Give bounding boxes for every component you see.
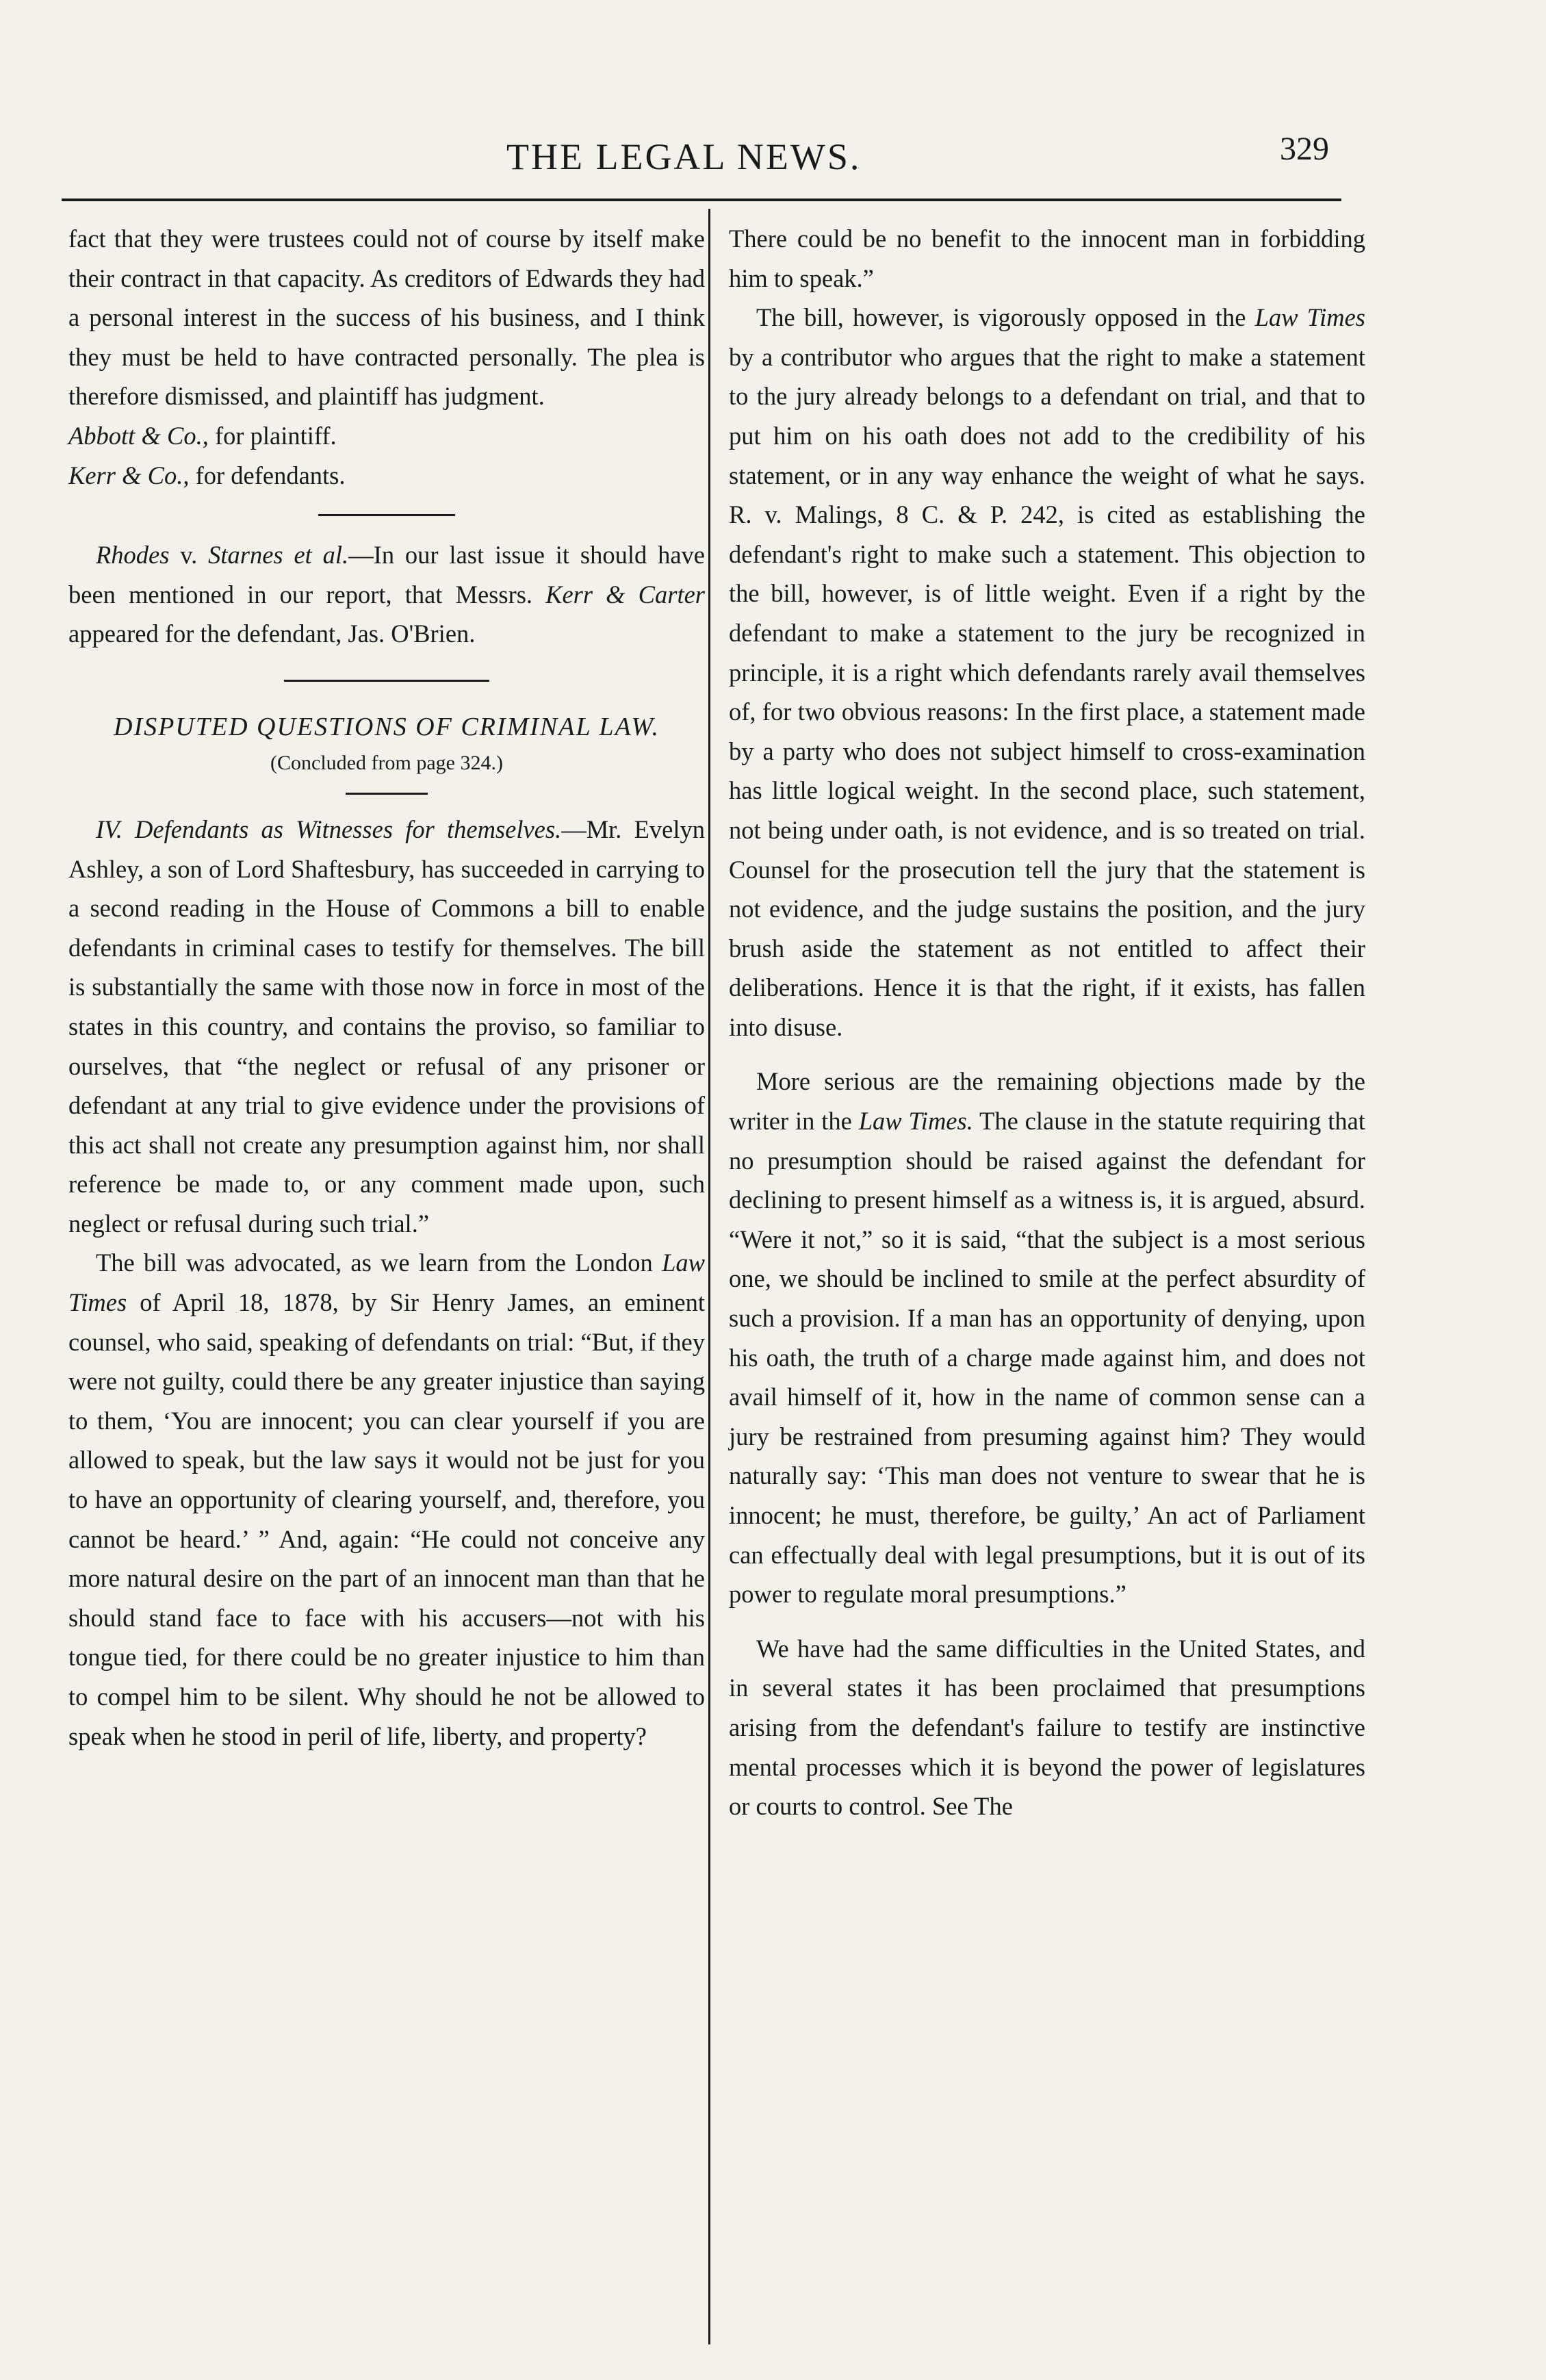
bill-publication: Law Times [68,1249,705,1317]
note-text-1: —In our last issue it should have been mentioned in our report, that Messrs. [68,541,705,609]
counsel-plaintiff-name: Abbott & Co., [68,421,209,450]
paragraph-gap [729,1047,1365,1062]
bill-advocacy-paragraph [68,1243,705,1756]
opposition-text-2: by a contributor who argues that the right to make a statement to the jury already belongs to a defendant on trial, and that to put him on his oath does not add to the credibility of his statement, or in any way enhance the weight of what he says. R. v. Malings, 8 C. & P. 242, is cited as establishing the defendant's right to make such a statement. This objection to the bill, however, is of little weight. Even if a right by the defendant to make a statement to the jury be recognized in principle, it is a right which defendants rarely avail themselves of, for two obvious reasons: In the first place, a statement made by a party who does not subject himself to cross-examination has little logical weight. In the second place, such statement, not being under oath, is not evidence, and is so treated on trial. Counsel for the prosecution tell the jury that the statement is not evidence, and the judge sustains the position, and the jury brush aside the statement as not entitled to affect their deliberations. Hence it is that the right, if it exists, has fallen into disuse. [729,342,1365,1041]
counsel-defendant-name: Kerr & Co., [68,461,190,489]
left-column [68,219,705,1756]
section-iv-heading: IV. Defendants as Witnesses for themselves. [96,815,562,843]
right-column [729,219,1365,1826]
counsel-plaintiff [68,416,705,456]
section-divider [284,680,489,682]
concluded-prefix: (Concluded from page [270,751,461,774]
note-case-name: Rhodes [96,541,170,570]
objections-text-2: The clause in the statute requiring that no presumption should be raised against the defendant for declining to present himself as a witness is, it is argued, absurd. “Were it not,” so it is said, “that the subject is a most serious one, we should be inclined to smile at the perfect absurdity of such a provision. If a man has an opportunity of denying, upon his oath, the truth of a charge made against him, and does not avail himself of it, how in the name of common sense can a jury be restrained from presuming against him? They would naturally say: ‘This man does not venture to swear that he is innocent; he must, therefore, be guilty,’ An act of Parliament can effectually deal with legal presumptions, but it is out of its power to regulate moral presumptions.” [729,1107,1365,1609]
header-rule [62,199,1341,201]
counsel-defendant-role: for defendants. [189,461,346,489]
counsel-defendant [68,456,705,496]
section-iv-paragraph [68,810,705,1244]
objections-paragraph [729,1062,1365,1613]
section-title: DISPUTED QUESTIONS OF CRIMINAL LAW. [114,712,660,741]
bill-text-2: of April 18, 1878, by Sir Henry James, an eminent counsel, who said, speaking of defendants on trial: “But, if they were not guilty, could there be any greater injustice than saying to them, ‘You are innocent; you can clear yourself if you are allowed to speak, but the law says it would not be just for you to have an opportunity of clearing yourself, and, therefore, you cannot be heard.’ ” And, again: “He could not conceive any more natural desire on the part of an innocent man than that he should stand face to face with his accusers—not with his tongue tied, for there could be no greater injustice to him than to compel him to be silent. Why should he not be allowed to speak when he stood in peril of life, liberty, and property? [68,1288,705,1750]
subsection-divider [346,793,428,795]
objections-publication: Law Times. [858,1107,973,1136]
page-header [0,130,1546,185]
concluded-note [68,746,705,780]
opposition-text-1: The bill, however, is vigorously opposed in the [756,303,1255,332]
paragraph-gap-2 [729,1614,1365,1629]
opposition-paragraph [729,298,1365,1047]
note-firm: Kerr & Carter [545,580,705,609]
column-divider [708,209,710,2344]
us-difficulties-paragraph: We have had the same difficulties in the United States, and in several states it has been proclaimed that presumptions arising from the defendant's failure to testify are instinctive mental processes which it is beyond the power of legislatures or courts to control. See The [729,1634,1365,1821]
concluded-page: 324.) [460,751,503,774]
opposition-publication: Law Times [1254,303,1366,332]
correction-note [68,535,705,654]
note-v: v. [169,541,209,570]
bill-text-1: The bill was advocated, as we learn from the London [96,1249,662,1277]
objections-text-1: More serious are the remaining objections made by the writer in the [729,1067,1365,1136]
note-text-2: appeared for the defendant, Jas. O'Brien. [68,619,476,648]
running-title: THE LEGAL NEWS. [506,136,862,177]
counsel-plaintiff-role: for plaintiff. [208,421,337,450]
divider-rule [318,514,455,516]
page-number: 329 [1280,131,1329,167]
section-iv-text: —Mr. Evelyn Ashley, a son of Lord Shaftesbury, has succeeded in carrying to a second reading in the House of Commons a bill to enable defendants in criminal cases to testify for themselves. The bill is substantially the same with those now in force in most of the states in this country, and contains the proviso, so familiar to ourselves, that “the neglect or refusal of any prisoner or defendant at any trial to give evidence under the provisions of this act shall not create any presumption against him, nor shall reference be made to, or any comment made upon, such neglect or refusal during such trial.” [68,815,705,1238]
note-case-name-2: Starnes et al. [208,541,349,570]
case-conclusion-paragraph: fact that they were trustees could not of course by itself make their contract in that capacity. As creditors of Edwards they had a personal interest in the success of his business, and I think they must be held to have contracted personally. The plea is therefore dismissed, and plaintiff has judgment. [68,225,705,411]
continued-quote: There could be no benefit to the innocent man in forbidding him to speak.” [729,225,1365,292]
